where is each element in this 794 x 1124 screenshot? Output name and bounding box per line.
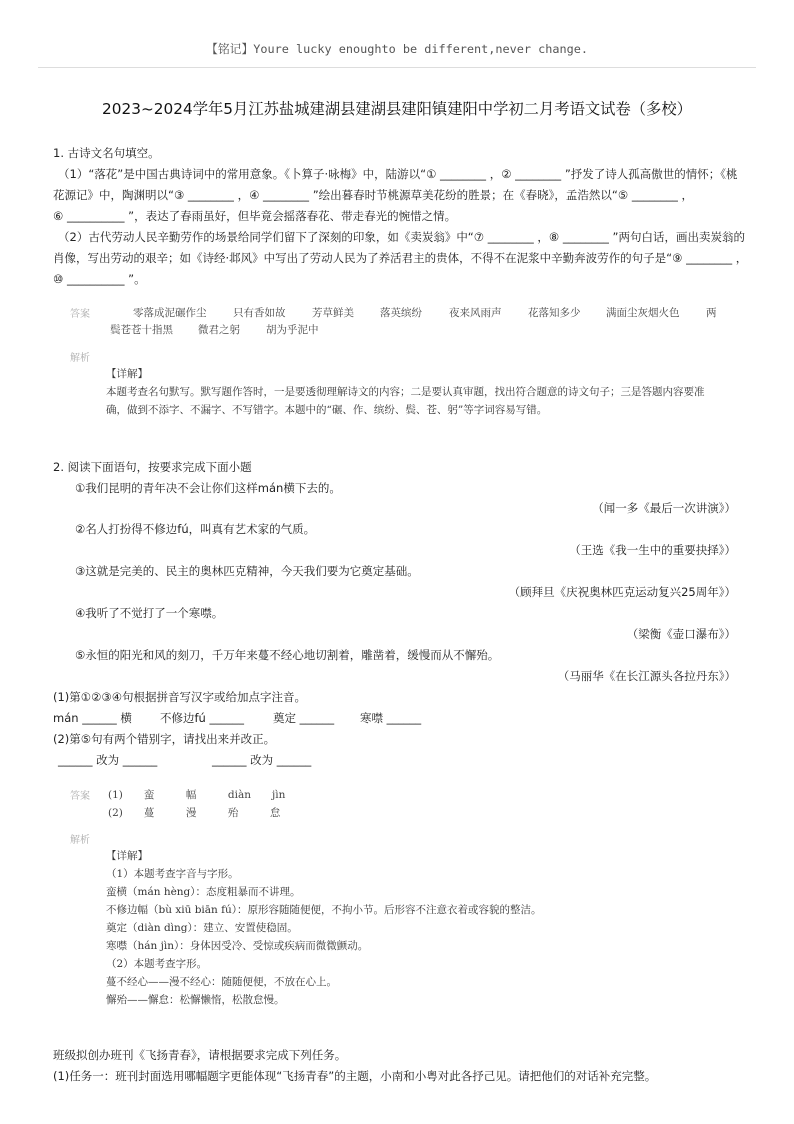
- q1-line-4: （2）古代劳动人民辛勤劳作的场景给同学们留下了深刻的印象，如《卖炭翁》中“⑦ ________ ，⑧ ________ ”两句白话，画出卖炭翁的: [58, 230, 745, 244]
- q2-source-3: （顾拜旦《庆祝奥林匹克运动复兴25周年》）: [508, 585, 736, 599]
- q2-explanation-4: 奠定（diàn dìng）：建立、安置使稳固。: [106, 922, 298, 934]
- q2-answer-row-1: (1) 蛮 幅 diàn jìn: [108, 789, 286, 801]
- q2-source-2: （王选《我一生中的重要抉择》）: [569, 543, 736, 557]
- q2-task-1: (1)第①②③④句根据拼音写汉字或给加点字注音。: [53, 690, 307, 704]
- q1-answer-label: 答案: [70, 309, 90, 320]
- q2-source-5: （马丽华《在长江源头各拉丹东》）: [557, 669, 736, 683]
- q1-analysis-label: 解析: [70, 353, 90, 364]
- q2-explanation-2: 蛮横（mán hèng）：态度粗暴而不讲理。: [106, 886, 301, 898]
- q1-answer-9: 鬓苍苍十指黑: [110, 324, 173, 336]
- q1-explanation-1: 本题考查名句默写。默写题作答时，一是要透彻理解诗文的内容；二是要认真审题，找出符合题意的诗文句子；三是答题内容要准: [106, 386, 705, 398]
- q2-fill-dian: 奠定 ______: [273, 711, 335, 725]
- q3-task-1: (1)任务一：班刊封面选用哪幅题字更能体现“飞扬青春”的主题，小南和小粤对此各抒己见。请把他们的对话补充完整。: [53, 1069, 657, 1083]
- q1-explanation-2: 确，做到不添字、不漏字、不写错字。本题中的“碾、作、缤纷、鬓、苍、躬”等字词容易写错。: [106, 404, 548, 416]
- q1-detail-heading: 【详解】: [106, 368, 148, 380]
- q2-answer-row-2: (2) 蔓 漫 殆 怠: [108, 807, 281, 819]
- q2-explanation-7: 蔓不经心——漫不经心：随随便便，不放在心上。: [106, 976, 337, 988]
- q2-sentence-1: ①我们昆明的青年决不会让你们这样mán横下去的。: [75, 481, 341, 495]
- q1-answer-1: 零落成泥碾作尘: [133, 307, 207, 319]
- q1-answer-3: 芳草鲜美: [312, 307, 354, 319]
- q2-explanation-3: 不修边幅（bù xiū biān fú）：原形容随随便便，不拘小节。后形容不注意衣着或容貌的整洁。: [106, 904, 542, 916]
- q2-sentence-5: ⑤永恒的阳光和风的刻刀，千万年来蔓不经心地切割着，雕凿着，缓慢而从不懈殆。: [75, 648, 500, 662]
- q2-sentence-3: ③这就是完美的、民主的奥林匹克精神，今天我们要为它奠定基础。: [75, 564, 419, 578]
- q1-answer-10: 微君之躬: [198, 324, 240, 336]
- q3-intro: 班级拟创办班刊《飞扬青春》，请根据要求完成下列任务。: [53, 1048, 347, 1062]
- q2-answer-label: 答案: [70, 791, 90, 802]
- q2-fill-man: mán ______ 横: [53, 711, 132, 725]
- q2-fill-fu: 不修边fú ______: [160, 711, 244, 725]
- q2-source-1: （闻一多《最后一次讲演》）: [592, 501, 736, 515]
- q1-answer-11: 胡为乎泥中: [266, 324, 319, 336]
- q2-source-4: （梁衡《壶口瀑布》）: [626, 627, 736, 641]
- q1-answer-8: 两: [706, 307, 717, 319]
- header-divider: [38, 67, 756, 68]
- q2-explanation-8: 懈殆——懈怠：松懈懒惰，松散怠慢。: [106, 994, 285, 1006]
- q2-explanation-6: （2）本题考查字形。: [106, 958, 208, 970]
- q1-answer-4: 落英缤纷: [380, 307, 422, 319]
- q2-explanation-1: （1）本题考查字音与字形。: [106, 868, 239, 880]
- page-title: 2023~2024学年5月江苏盐城建湖县建湖县建阳镇建阳中学初二月考语文试卷（多校）: [102, 100, 692, 118]
- q1-line-5: 肖像，写出劳动的艰辛；如《诗经·邶风》中写出了劳动人民为了养活君主的贵体，不得不在泥浆中辛勤奔波劳作的句子是“⑨ ________ ，: [53, 251, 748, 265]
- q2-explanation-5: 寒噤（hán jìn）：身体因受冷、受惊或疾病而微微颤动。: [106, 940, 369, 952]
- q2-sentence-4: ④我听了不觉打了一个寒噤。: [75, 606, 224, 620]
- q2-analysis-label: 解析: [70, 835, 90, 846]
- q2-sentence-2: ②名人打扮得不修边fú，叫真有艺术家的气质。: [75, 522, 316, 536]
- q1-line-1: （1）“落花”是中国古典诗词中的常用意象。《卜算子·咏梅》中，陆游以“① ________ ，② ________ ”抒发了诗人孤高傲世的情怀；《桃: [58, 167, 738, 181]
- q1-answer-2: 只有香如故: [233, 307, 286, 319]
- q1-line-3: ⑥ __________ ”，表达了春雨虽好，但毕竟会摇落春花、带走春光的惋惜之情。: [53, 209, 457, 223]
- q1-answer-6: 花落知多少: [528, 307, 581, 319]
- q1-heading: 1. 古诗文名句填空。: [53, 146, 160, 160]
- q2-fill-correction-2: ______ 改为 ______: [212, 753, 312, 767]
- q2-fill-correction-1: ______ 改为 ______: [58, 753, 158, 767]
- q2-detail-heading: 【详解】: [106, 850, 148, 862]
- q1-answer-5: 夜来风雨声: [449, 307, 502, 319]
- q1-line-2: 花源记》中，陶渊明以“③ ________ ，④ ________ ”绘出暮春时节桃源草美花纷的胜景；在《春晓》，孟浩然以“⑤ ________ ，: [53, 188, 693, 202]
- q1-answer-7: 满面尘灰烟火色: [606, 307, 680, 319]
- q2-heading: 2. 阅读下面语句，按要求完成下面小题: [53, 460, 252, 474]
- q2-fill-jin: 寒噤 ______: [360, 711, 422, 725]
- q1-line-6: ⑩ __________ ”。: [53, 272, 146, 286]
- motto-header: 【铭记】Youre lucky enoughto be different,never change.: [205, 42, 588, 56]
- q2-task-2: (2)第⑤句有两个错别字，请找出来并改正。: [53, 732, 276, 746]
